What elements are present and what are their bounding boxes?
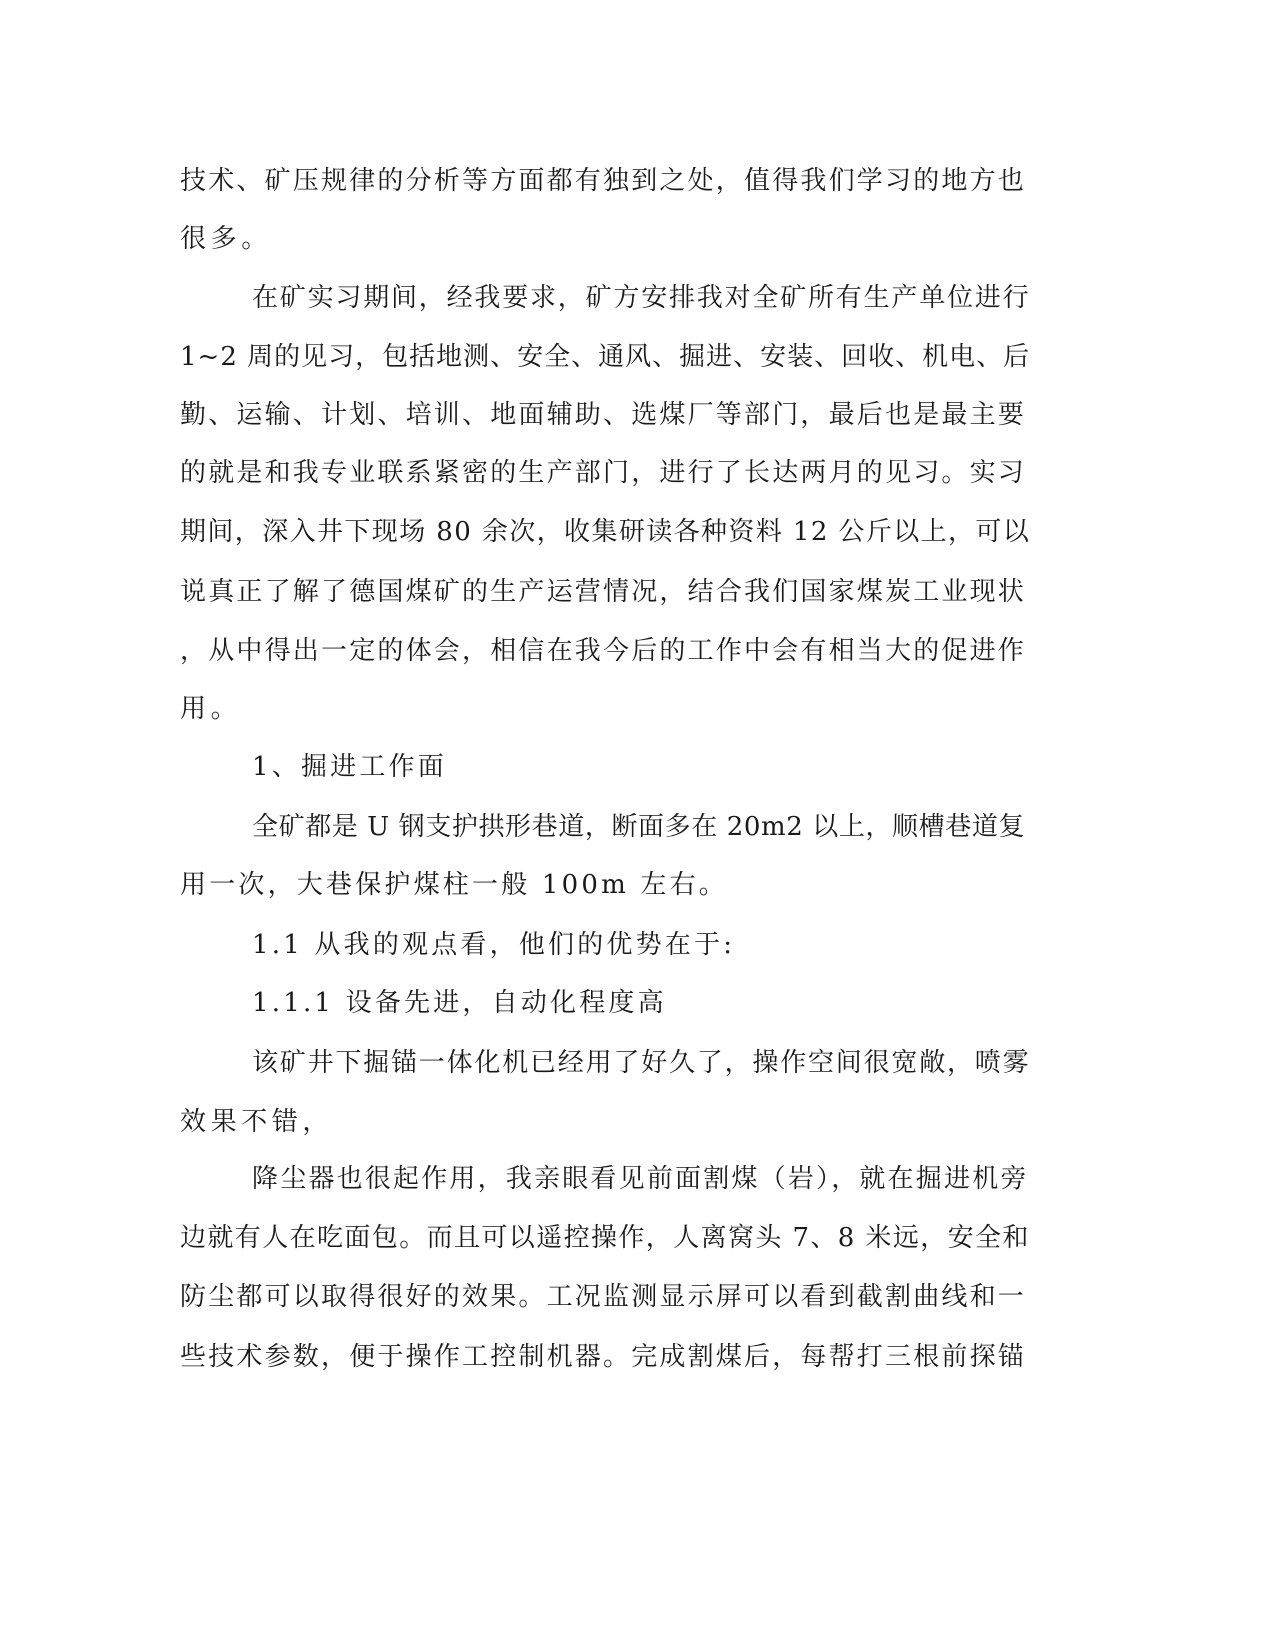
body-text-line: 说真正了解了德国煤矿的生产运营情况，结合我们国家煤炭工业现状 bbox=[180, 577, 1027, 607]
body-text-line: 用。 bbox=[180, 694, 242, 724]
subsection-heading: 1.1 从我的观点看，他们的优势在于: bbox=[252, 930, 736, 960]
paragraph-start-line: 降尘器也很起作用，我亲眼看见前面割煤（岩），就在掘进机旁 bbox=[252, 1164, 1029, 1194]
body-text-line: 效果不错， bbox=[180, 1107, 334, 1137]
paragraph-start-line: 该矿井下掘锚一体化机已经用了好久了，操作空间很宽敞，喷雾 bbox=[252, 1048, 1031, 1078]
body-text-line: ，从中得出一定的体会，相信在我今后的工作中会有相当大的促进作 bbox=[180, 636, 1027, 666]
paragraph-start-line: 在矿实习期间，经我要求，矿方安排我对全矿所有生产单位进行 bbox=[252, 283, 1031, 313]
body-text-line: 期间，深入井下现场 80 余次，收集研读各种资料 12 公斤以上，可以 bbox=[180, 517, 1031, 547]
section-heading: 1、掘进工作面 bbox=[252, 752, 447, 782]
body-text-line: 些技术参数，便于操作工控制机器。完成割煤后，每帮打三根前探锚 bbox=[180, 1342, 1027, 1372]
body-text-line: 用一次，大巷保护煤柱一般 100m 左右。 bbox=[180, 870, 729, 900]
body-text-line: 勤、运输、计划、培训、地面辅助、选煤厂等部门，最后也是最主要 bbox=[180, 400, 1027, 430]
body-text-line: 的就是和我专业联系紧密的生产部门，进行了长达两月的见习。实习 bbox=[180, 458, 1027, 488]
paragraph-start-line: 全矿都是 U 钢支护拱形巷道，断面多在 20m2 以上，顺槽巷道复 bbox=[252, 812, 1026, 842]
subsubsection-heading: 1.1.1 设备先进，自动化程度高 bbox=[252, 988, 667, 1018]
body-text-line: 防尘都可以取得很好的效果。工况监测显示屏可以看到截割曲线和一 bbox=[180, 1282, 1027, 1312]
body-text-line: 很多。 bbox=[180, 224, 272, 254]
body-text-line: 边就有人在吃面包。而且可以遥控操作，人离窝头 7、8 米远，安全和 bbox=[180, 1223, 1030, 1253]
body-text-line: 1~2 周的见习，包括地测、安全、通风、掘进、安装、回收、机电、后 bbox=[180, 342, 1031, 372]
body-text-line: 技术、矿压规律的分析等方面都有独到之处，值得我们学习的地方也 bbox=[180, 166, 1027, 196]
